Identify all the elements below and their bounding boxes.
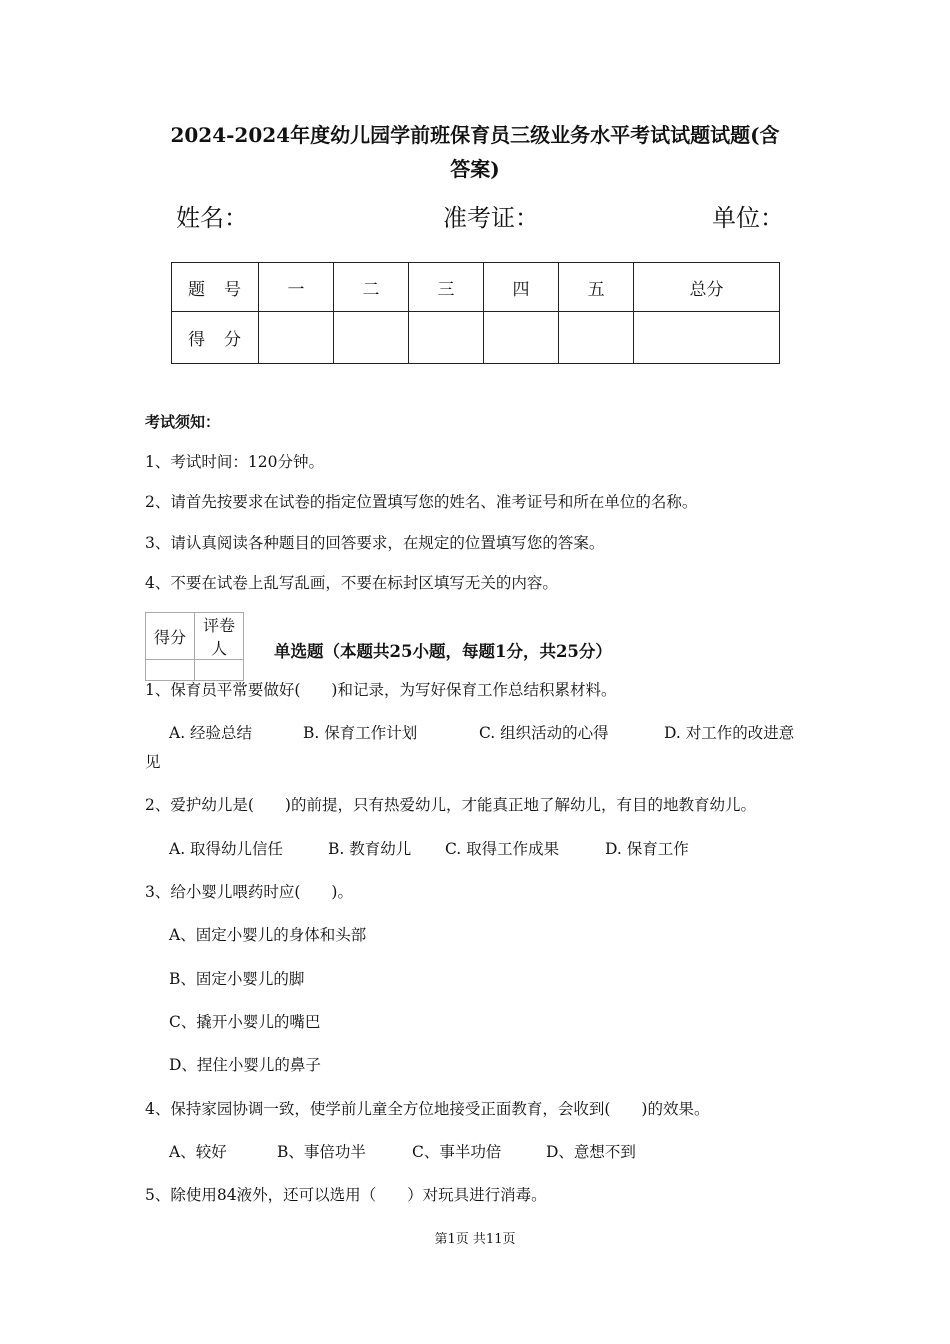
- question-3-option-b: B、固定小婴儿的脚: [169, 970, 305, 988]
- question-4-stem: 4、保持家园协调一致，使学前儿童全方位地接受正面教育，会收到( )的效果。: [145, 1100, 710, 1118]
- grader-reviewer-label: 评卷人: [195, 613, 244, 660]
- score-table-score-row: [172, 312, 780, 364]
- question-3-option-a: A、固定小婴儿的身体和头部: [169, 926, 367, 944]
- question-3-stem: 3、给小婴儿喂药时应( )。: [145, 883, 353, 901]
- question-2-option-b: B. 教育幼儿: [328, 840, 412, 858]
- page-footer: 第1页 共11页: [434, 1232, 516, 1247]
- name-label: 姓名：: [176, 204, 248, 232]
- header-cell-total: 总分: [634, 263, 780, 312]
- question-2-option-d: D. 保育工作: [605, 840, 689, 858]
- title-line-2: 答案): [450, 157, 500, 181]
- score-input-1[interactable]: [259, 312, 334, 364]
- score-table-header-row: [172, 263, 780, 312]
- score-input-5[interactable]: [559, 312, 634, 364]
- header-cell-question-no: 题 号: [172, 263, 259, 312]
- question-1-option-d-wrap: 见: [145, 753, 161, 771]
- document-title: [120, 118, 830, 186]
- score-input-2[interactable]: [334, 312, 409, 364]
- section-heading: 单选题（本题共25小题，每题1分，共25分）: [274, 642, 612, 661]
- question-3-option-c: C、撬开小婴儿的嘴巴: [169, 1013, 321, 1031]
- notice-item-3: 3、请认真阅读各种题目的回答要求，在规定的位置填写您的答案。: [145, 534, 605, 552]
- question-1-option-a: A. 经验总结: [169, 724, 253, 742]
- header-cell-1: 一: [259, 263, 334, 312]
- header-cell-4: 四: [484, 263, 559, 312]
- question-1-option-b: B. 保育工作计划: [303, 724, 418, 742]
- row-label-score: 得 分: [172, 312, 259, 364]
- score-input-3[interactable]: [409, 312, 484, 364]
- notice-item-2: 2、请首先按要求在试卷的指定位置填写您的姓名、准考证号和所在单位的名称。: [145, 493, 698, 511]
- notice-heading: 考试须知：: [145, 413, 221, 431]
- question-2-option-a: A. 取得幼儿信任: [169, 840, 284, 858]
- question-4-option-c: C、事半功倍: [412, 1143, 502, 1161]
- score-table: [171, 262, 780, 364]
- notice-item-1: 1、考试时间：120分钟。: [145, 453, 324, 471]
- question-3-option-d: D、捏住小婴儿的鼻子: [169, 1056, 321, 1074]
- question-2-stem: 2、爱护幼儿是( )的前提，只有热爱幼儿，才能真正地了解幼儿，有目的地教育幼儿。: [145, 796, 756, 814]
- header-cell-3: 三: [409, 263, 484, 312]
- exam-number-label: 准考证：: [443, 204, 539, 232]
- question-4-option-a: A、较好: [169, 1143, 227, 1161]
- score-input-total[interactable]: [634, 312, 780, 364]
- question-4-option-d: D、意想不到: [546, 1143, 636, 1161]
- question-1-option-c: C. 组织活动的心得: [479, 724, 609, 742]
- header-cell-2: 二: [334, 263, 409, 312]
- score-input-4[interactable]: [484, 312, 559, 364]
- question-4-option-b: B、事倍功半: [277, 1143, 366, 1161]
- question-2-option-c: C. 取得工作成果: [445, 840, 560, 858]
- unit-label: 单位：: [712, 204, 784, 232]
- question-1-stem: 1、保育员平常要做好( )和记录，为写好保育工作总结积累材料。: [145, 681, 617, 699]
- question-1-option-d: D. 对工作的改进意: [664, 724, 795, 742]
- grader-box: [145, 612, 244, 681]
- title-line-1: 2024-2024年度幼儿园学前班保育员三级业务水平考试试题试题(含: [170, 123, 780, 147]
- notice-item-4: 4、不要在试卷上乱写乱画，不要在标封区填写无关的内容。: [145, 574, 558, 592]
- grader-score-label: 得分: [146, 613, 195, 660]
- question-5-stem: 5、除使用84液外，还可以选用（ ）对玩具进行消毒。: [145, 1186, 547, 1204]
- header-cell-5: 五: [559, 263, 634, 312]
